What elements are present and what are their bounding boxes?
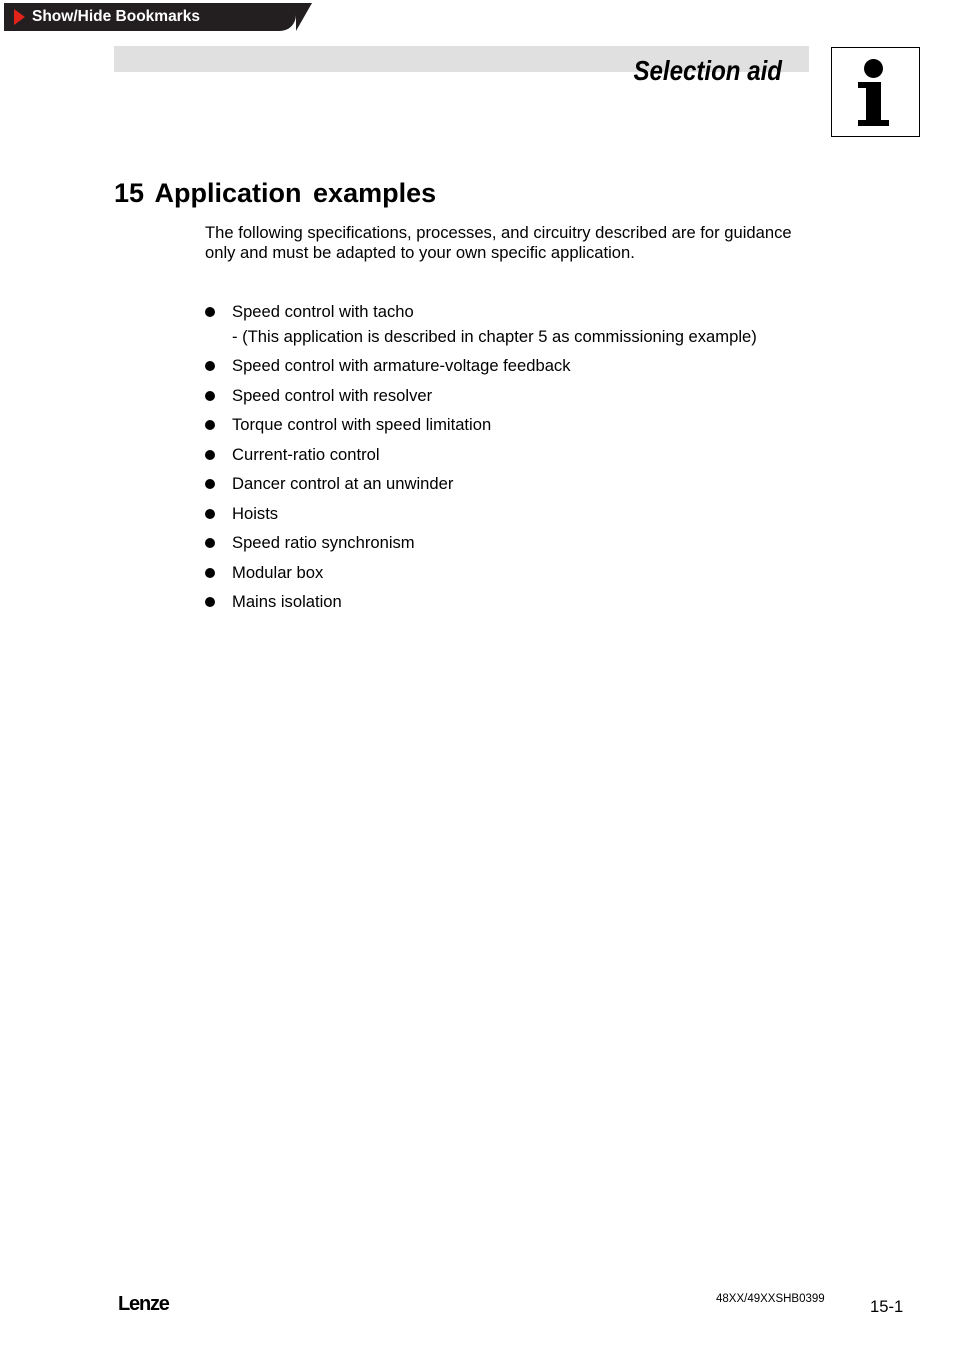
bullet-icon — [205, 307, 215, 317]
triangle-right-icon — [14, 9, 25, 25]
intro-paragraph: The following specifications, processes, and circuitry described are for guidance only and must be adapted to your own specific application. — [205, 223, 792, 262]
bullet-icon — [205, 509, 215, 519]
list-item-text: Dancer control at an unwinder — [232, 474, 454, 493]
list-item-text: Current-ratio control — [232, 444, 380, 464]
info-icon — [831, 47, 920, 137]
bullet-icon — [205, 538, 215, 548]
section-heading: 15 Application examples — [114, 178, 437, 208]
list-item-note: - (This application is described in chapter 5 as commissioning example) — [232, 327, 757, 346]
list-item-text: Modular box — [232, 562, 324, 582]
bookmarks-toggle-button[interactable] — [4, 3, 296, 31]
bullet-icon — [205, 361, 215, 371]
bullet-icon — [205, 420, 215, 430]
bullet-icon — [205, 597, 215, 607]
list-item-text: Speed control with armature-voltage feedback — [232, 356, 571, 375]
page-number: 15-1 — [870, 1297, 904, 1316]
bullet-icon — [205, 391, 215, 401]
list-item-text: Speed ratio synchronism — [232, 533, 415, 552]
list-item-text: Mains isolation — [232, 592, 342, 611]
bullet-icon — [205, 568, 215, 578]
page-header-title: Selection aid — [633, 55, 782, 86]
document-id: 48XX/49XXSHB0399 — [716, 1293, 825, 1305]
list-item-text: Speed control with resolver — [232, 385, 433, 405]
lenze-logo: Lenze — [118, 1293, 169, 1315]
bookmarks-toggle-label: Show/Hide Bookmarks — [32, 8, 200, 25]
list-item-text: Speed control with tacho — [232, 302, 414, 321]
list-item-text: Hoists — [232, 503, 279, 523]
list-item-text: Torque control with speed limitation — [232, 415, 492, 434]
bullet-icon — [205, 479, 215, 489]
bullet-icon — [205, 450, 215, 460]
